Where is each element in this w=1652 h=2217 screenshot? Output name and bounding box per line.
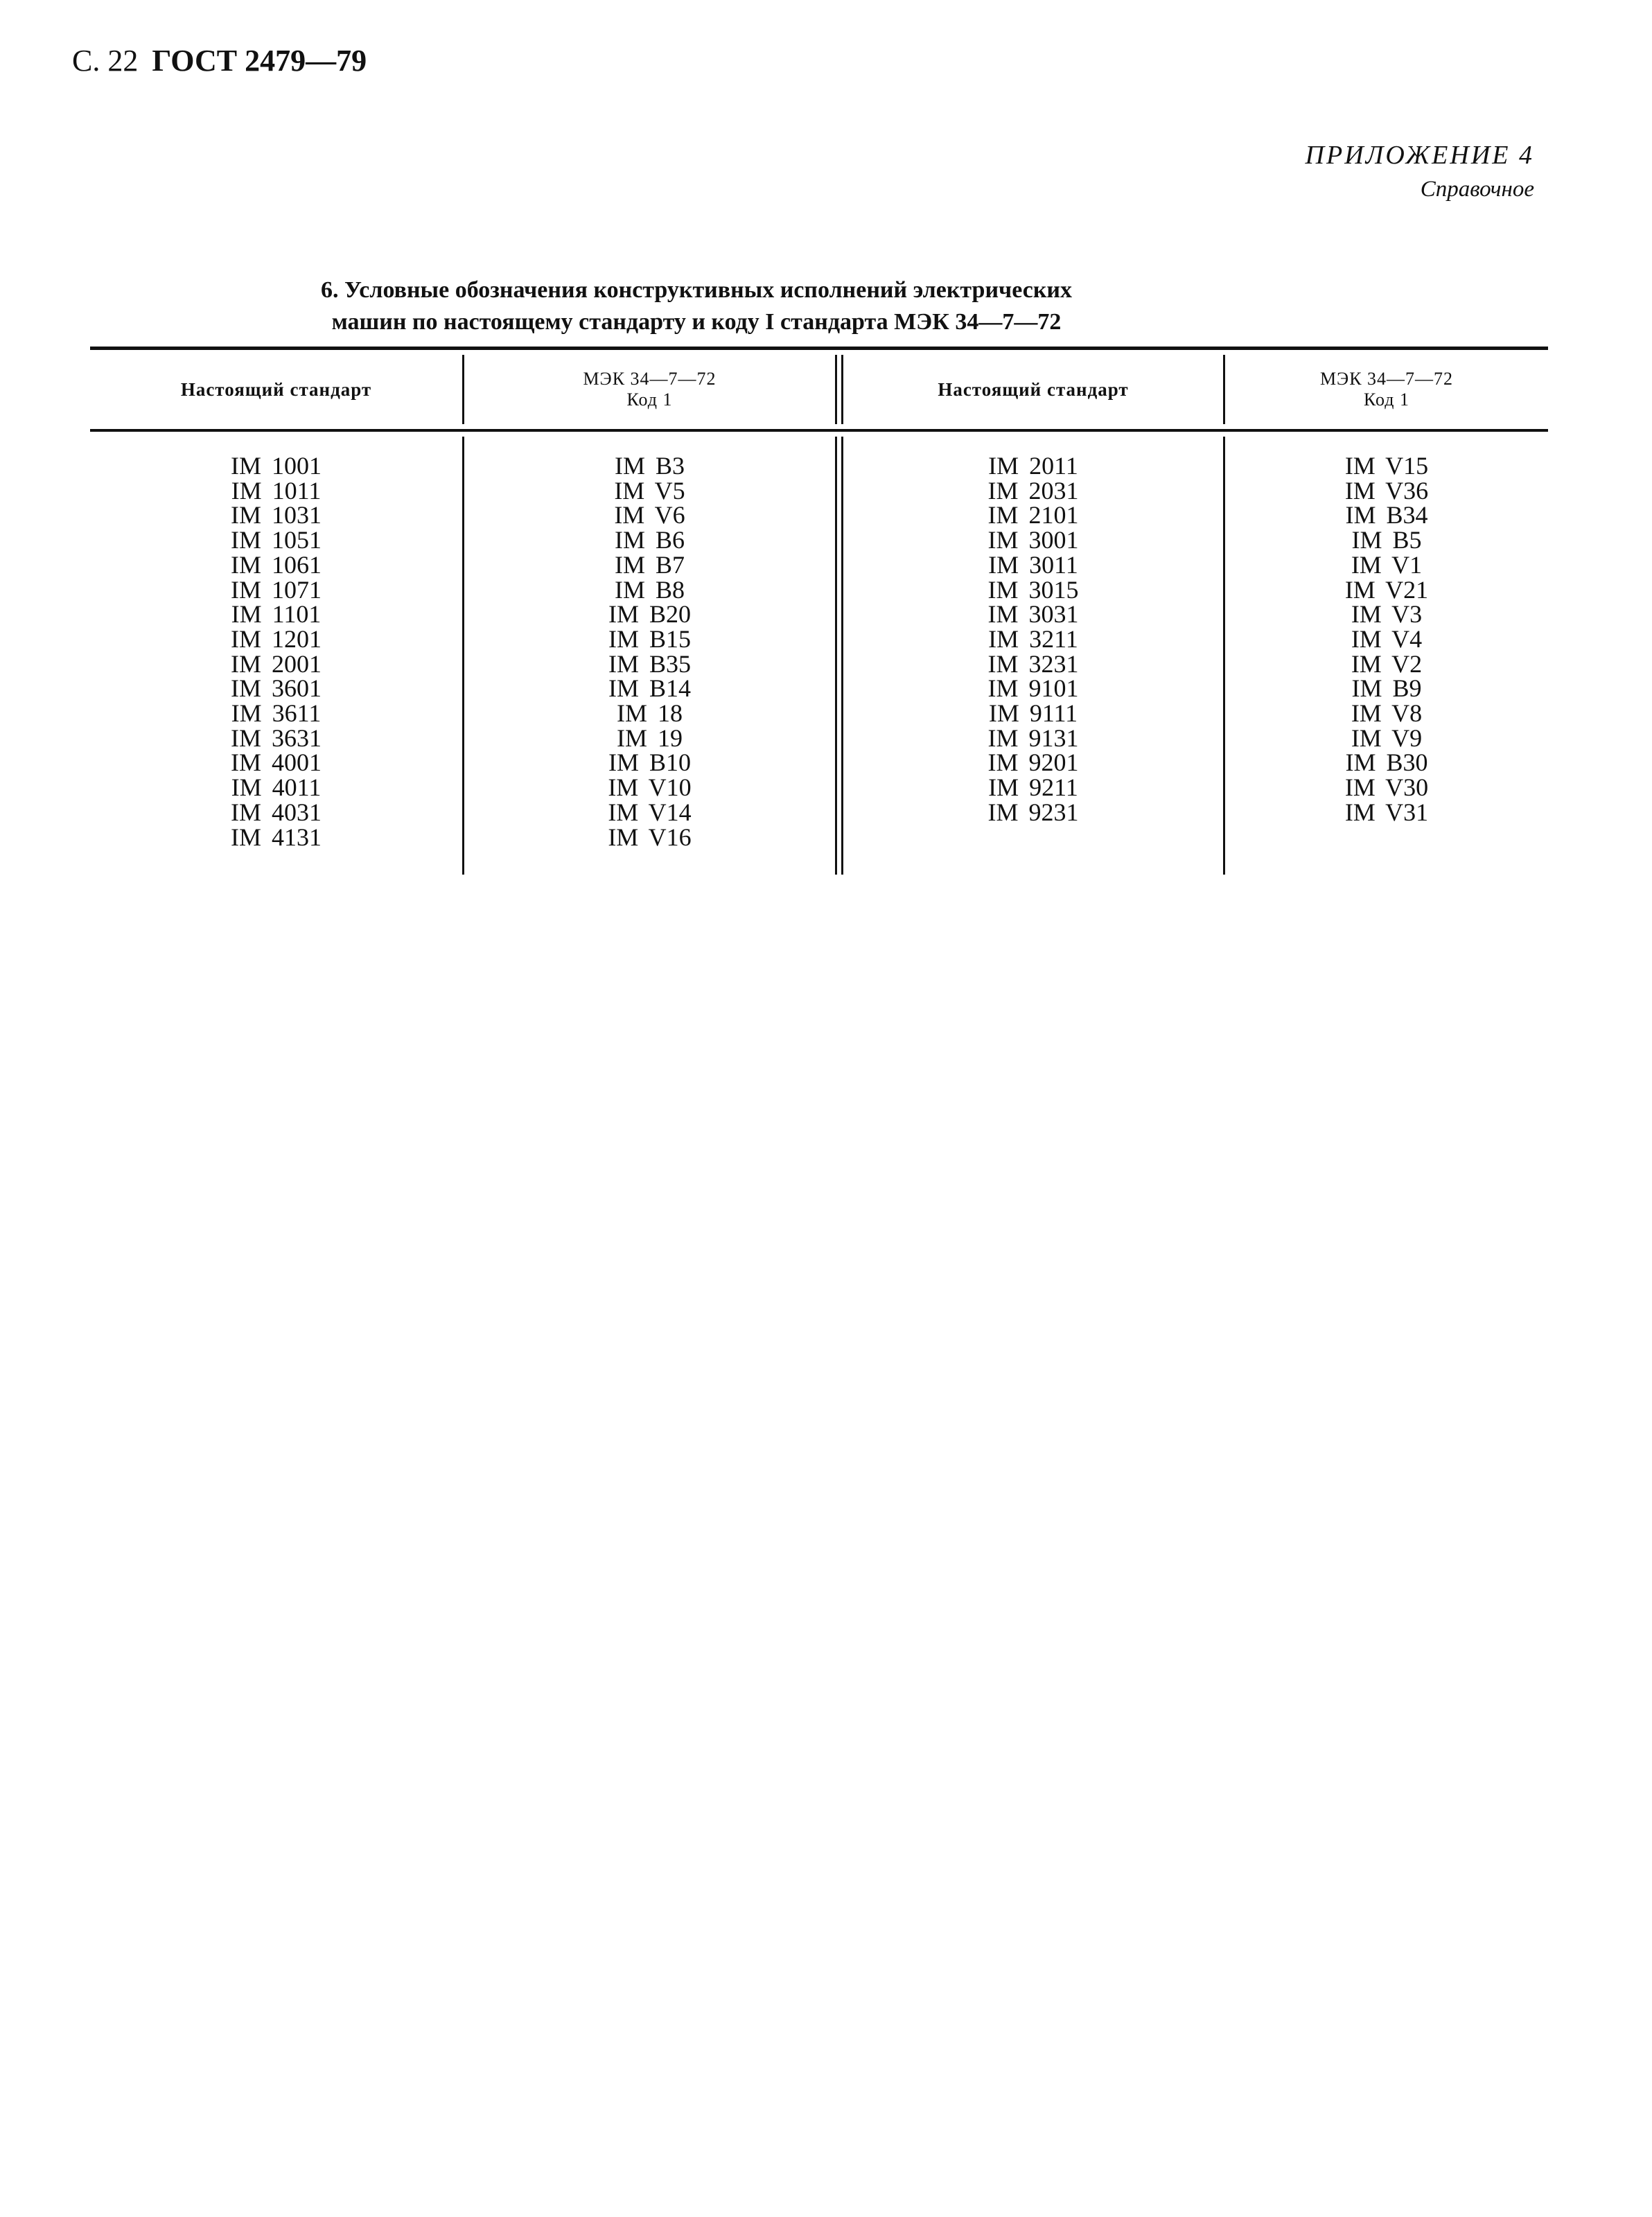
table-cell: IM V30	[1344, 773, 1429, 802]
table-cell: IM V3	[1351, 600, 1423, 629]
table-cell: IM 3231	[987, 649, 1079, 678]
table-cell: IM 9211	[988, 773, 1078, 802]
column-header-iec-left	[464, 350, 835, 429]
table-cell: IM B5	[1351, 526, 1422, 554]
table-cell: IM B35	[608, 649, 691, 678]
table-cell: IM 4001	[231, 748, 322, 777]
table-cell: IM 9131	[987, 724, 1079, 752]
table-cell: IM 1201	[231, 624, 322, 653]
column-standard-left	[90, 454, 462, 850]
table-cell: IM 1061	[231, 550, 322, 579]
column-header-standard-left	[90, 350, 462, 429]
table-cell: IM 9111	[988, 699, 1078, 728]
page-number: С. 22	[72, 44, 139, 78]
table-cell: IM B9	[1351, 674, 1422, 703]
table-cell: IM B10	[608, 748, 691, 777]
table-caption-line-1: 6. Условные обозначения конструктивных исполнений электрических	[321, 277, 1072, 303]
table-cell: IM B20	[608, 600, 691, 629]
table-cell: IM 2101	[987, 501, 1079, 529]
table-cell: IM V31	[1344, 798, 1429, 826]
table-cell: IM B7	[614, 550, 685, 579]
table-cell: IM V16	[608, 823, 692, 851]
table-caption	[263, 274, 1130, 338]
column-header-iec-right	[1225, 350, 1548, 429]
column-header-label: МЭК 34—7—72	[583, 369, 717, 389]
table-cell: IM V8	[1351, 699, 1423, 728]
table-cell: IM V9	[1351, 724, 1423, 752]
table-cell: IM 3611	[231, 699, 322, 728]
table-cell: IM B34	[1345, 501, 1428, 529]
appendix-label	[1306, 137, 1534, 205]
block-divider	[835, 355, 837, 424]
column-header-sublabel: Код 1	[626, 389, 673, 410]
page-header	[72, 43, 367, 78]
column-header-standard-right	[843, 350, 1223, 429]
column-iec-right	[1225, 454, 1548, 825]
column-header-label: Настоящий стандарт	[180, 379, 372, 400]
table-cell: IM 1051	[231, 526, 322, 554]
table-cell: IM 1031	[231, 501, 322, 529]
table-cell: IM 3011	[988, 550, 1078, 579]
table-cell: IM 18	[617, 699, 683, 728]
table-cell: IM V36	[1344, 476, 1429, 505]
table-cell: IM 3601	[231, 674, 322, 703]
table-cell: IM V15	[1344, 452, 1429, 480]
table-cell: IM 1101	[231, 600, 322, 629]
table-cell: IM 4031	[231, 798, 322, 826]
column-header-sublabel: Код 1	[1363, 389, 1410, 410]
table-cell: IM V6	[614, 501, 685, 529]
table-cell: IM 4131	[231, 823, 322, 851]
table-cell: IM V5	[614, 476, 685, 505]
table-cell: IM 9201	[987, 748, 1079, 777]
appendix-subtitle: Справочное	[1420, 177, 1534, 202]
table-caption-line-2: машин по настоящему стандарту и коду I стандарта МЭК 34—7—72	[331, 309, 1062, 335]
table-header-rule	[90, 429, 1548, 432]
table-cell: IM 19	[617, 724, 683, 752]
block-divider	[835, 437, 837, 875]
table-cell: IM 1001	[231, 452, 322, 480]
table-cell: IM 1071	[231, 575, 322, 604]
table-cell: IM B30	[1345, 748, 1428, 777]
table-cell: IM 3001	[987, 526, 1079, 554]
table-cell: IM B14	[608, 674, 691, 703]
column-standard-right	[843, 454, 1223, 825]
table-cell: IM 1011	[231, 476, 322, 505]
table-cell: IM V2	[1351, 649, 1423, 678]
table-cell: IM V1	[1351, 550, 1423, 579]
table-cell: IM B3	[614, 452, 685, 480]
table-cell: IM B15	[608, 624, 691, 653]
table-cell: IM 4011	[231, 773, 322, 802]
table-cell: IM 9231	[987, 798, 1079, 826]
column-header-label: Настоящий стандарт	[938, 379, 1129, 400]
table-cell: IM 2011	[988, 452, 1078, 480]
table-cell: IM 3015	[987, 575, 1079, 604]
table-cell: IM V4	[1351, 624, 1423, 653]
column-header-label: МЭК 34—7—72	[1319, 369, 1454, 389]
table-cell: IM V14	[608, 798, 692, 826]
table-cell: IM V10	[608, 773, 692, 802]
table-cell: IM B6	[614, 526, 685, 554]
document-code: ГОСТ 2479—79	[152, 44, 367, 78]
table-cell: IM 3211	[988, 624, 1078, 653]
table-cell: IM 3031	[987, 600, 1079, 629]
table-cell: IM 2001	[231, 649, 322, 678]
table-cell: IM 9101	[987, 674, 1079, 703]
column-iec-left	[464, 454, 835, 850]
table-cell: IM V21	[1344, 575, 1429, 604]
table-cell: IM 3631	[231, 724, 322, 752]
appendix-title: ПРИЛОЖЕНИЕ 4	[1305, 141, 1534, 170]
table-cell: IM 2031	[987, 476, 1079, 505]
table-cell: IM B8	[614, 575, 685, 604]
